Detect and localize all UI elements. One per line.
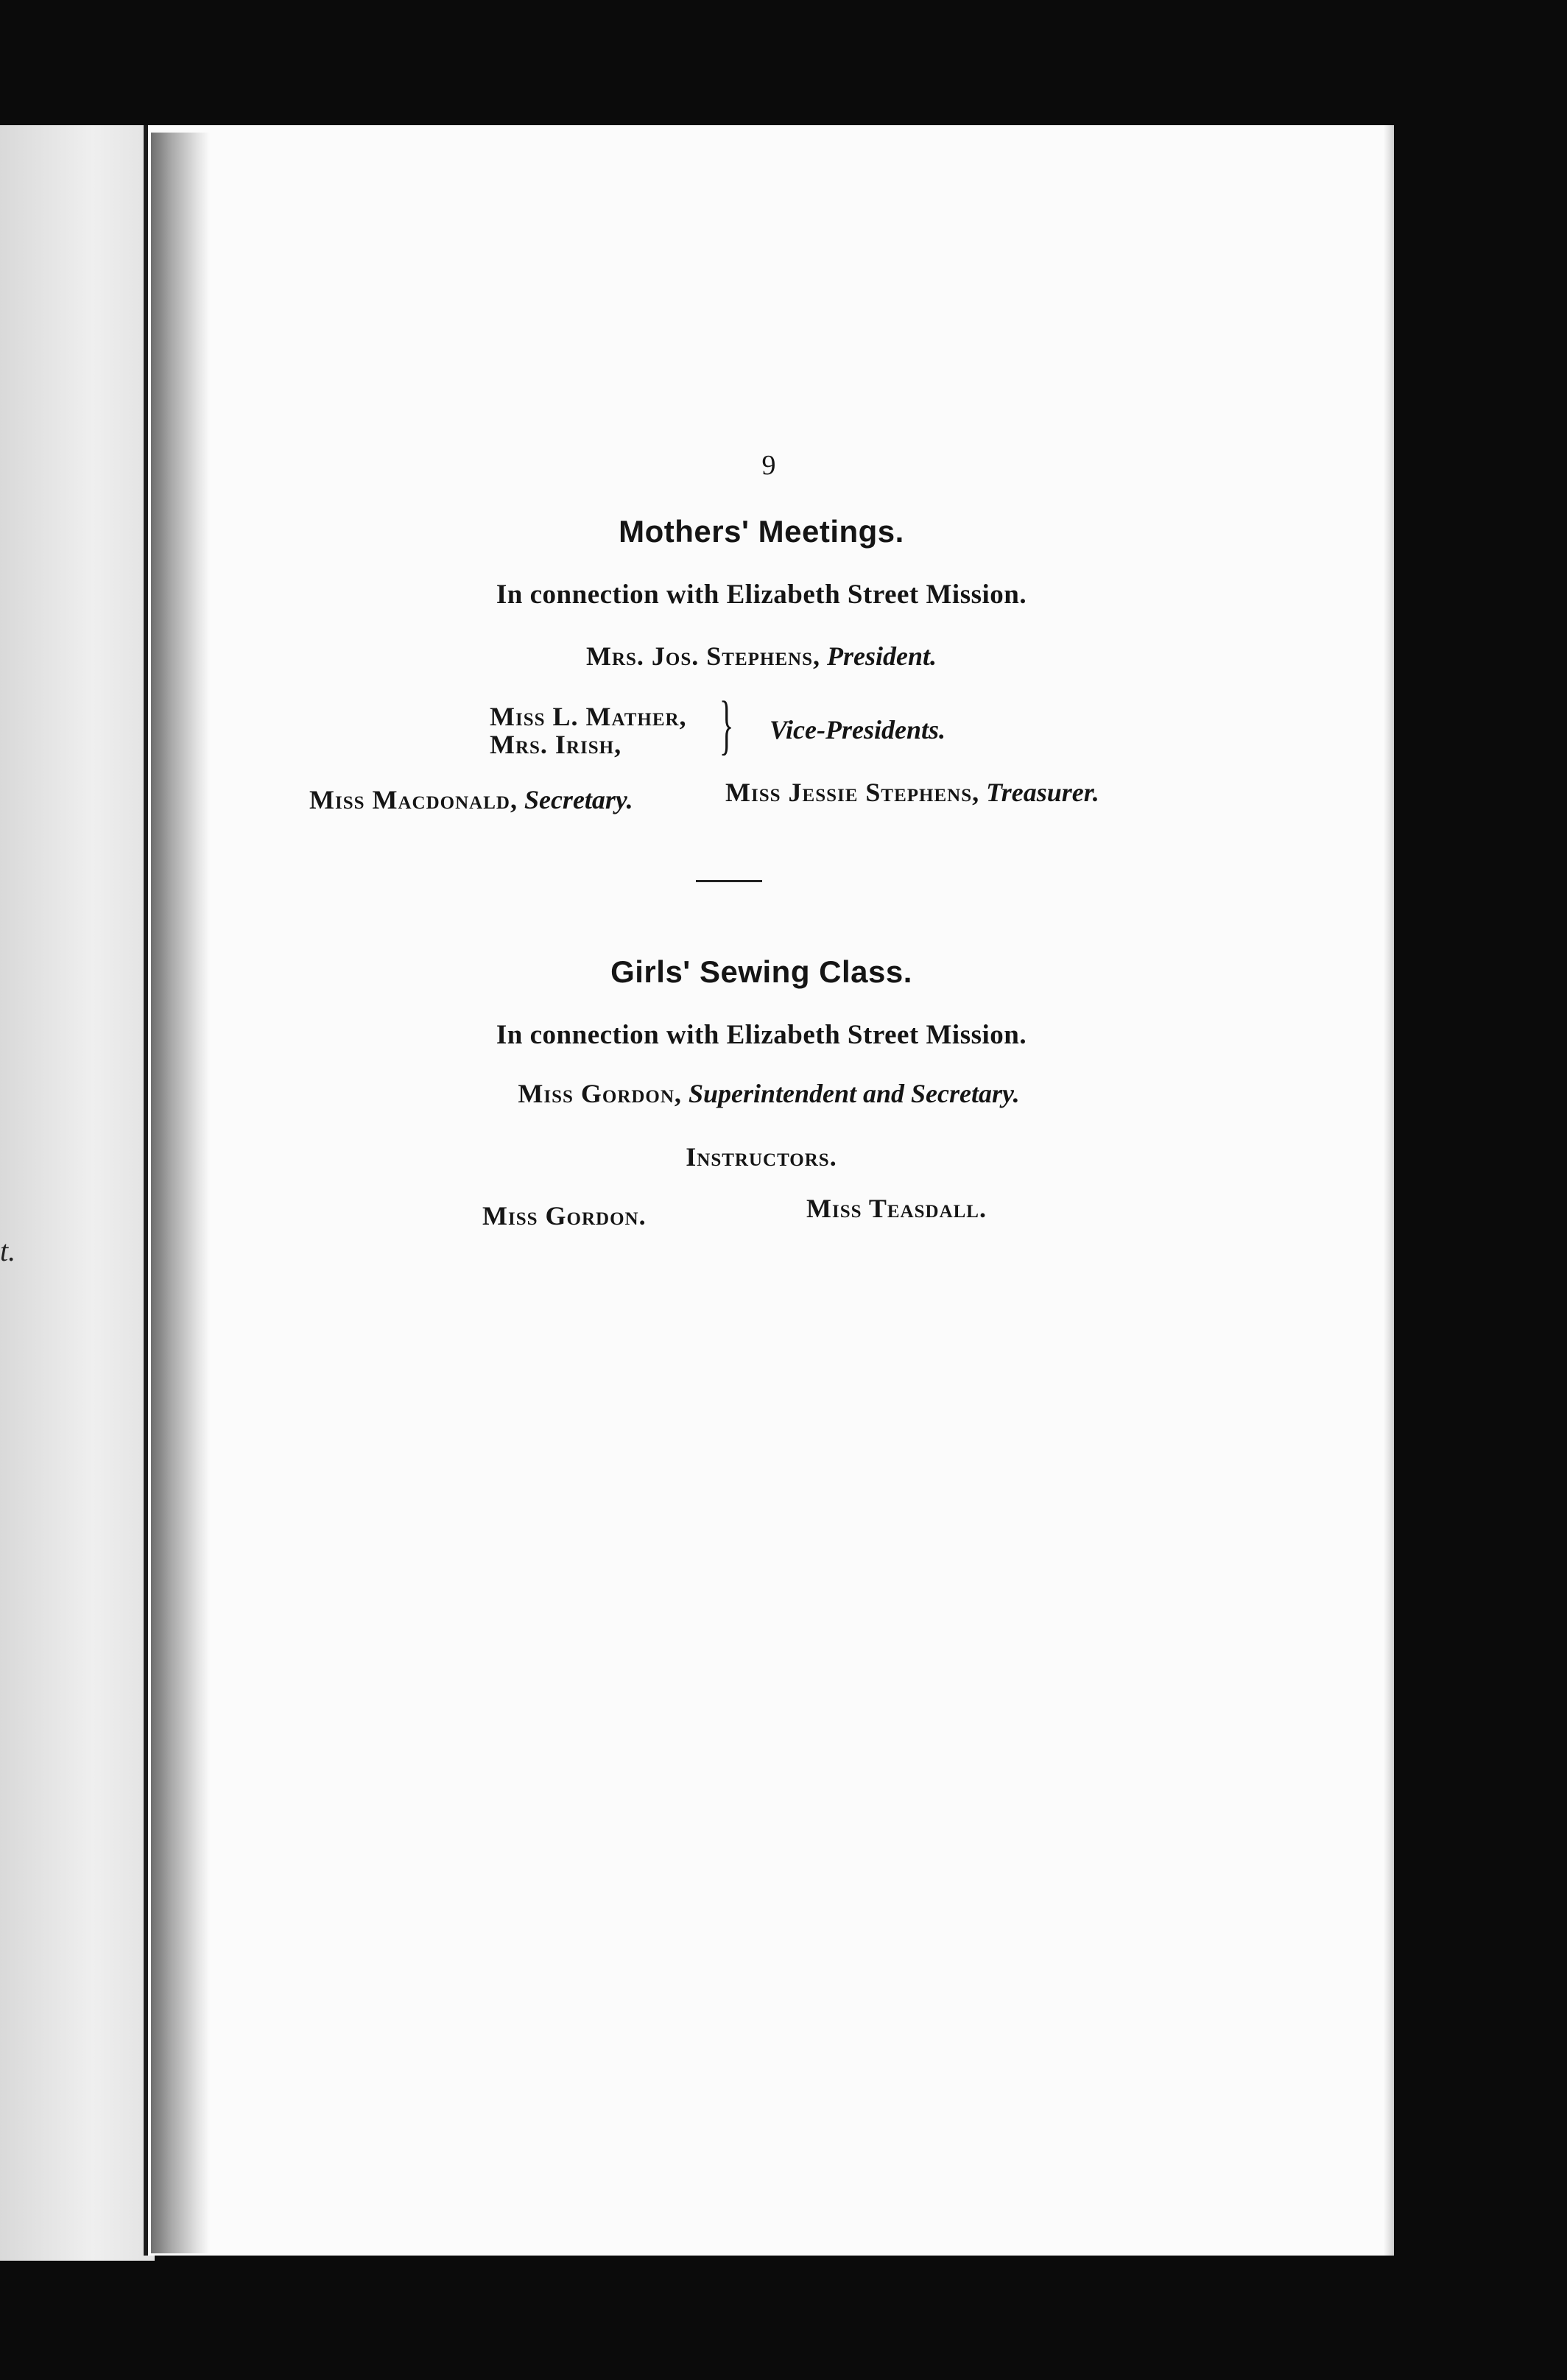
secretary-line [309,784,633,815]
secretary-name: Miss Macdonald, [309,785,518,814]
instructor-2: Miss Teasdall. [806,1194,987,1223]
instructors-heading: Instructors. [686,1142,837,1172]
document-page [144,125,1394,2256]
president-line [136,641,1387,672]
treasurer-name: Miss Jessie Stephens, [725,778,980,807]
instructor-1: Miss Gordon. [482,1201,647,1231]
superintendent-role: Superintendent and Secretary. [688,1079,1020,1108]
section-title-girls-sewing-class: Girls' Sewing Class. [610,954,912,989]
president-name: Mrs. Jos. Stephens, [585,641,820,671]
page-edge-shadow [1384,125,1394,2256]
facing-page-fragment: t. [0,1234,16,1267]
superintendent-name: Miss Gordon, [518,1079,682,1108]
facing-page-edge [0,125,155,2261]
brace-symbol: } [719,689,734,761]
section-title-mothers-meetings: Mothers' Meetings. [619,514,904,549]
mothers-meetings-connection: In connection with Elizabeth Street Mission. [496,580,1027,610]
vice-president-2: Mrs. Irish, [490,730,622,759]
treasurer-role: Treasurer. [986,778,1099,807]
president-role: President. [827,641,937,671]
superintendent-line [144,1078,1394,1109]
vice-presidents-role: Vice-Presidents. [770,715,946,744]
sewing-class-connection: In connection with Elizabeth Street Mission. [496,1020,1027,1050]
section-divider [696,880,762,882]
page-number: 9 [761,450,776,481]
vice-president-1: Miss L. Mather, [490,702,687,731]
treasurer-line [725,777,1099,808]
secretary-role: Secretary. [524,785,633,814]
